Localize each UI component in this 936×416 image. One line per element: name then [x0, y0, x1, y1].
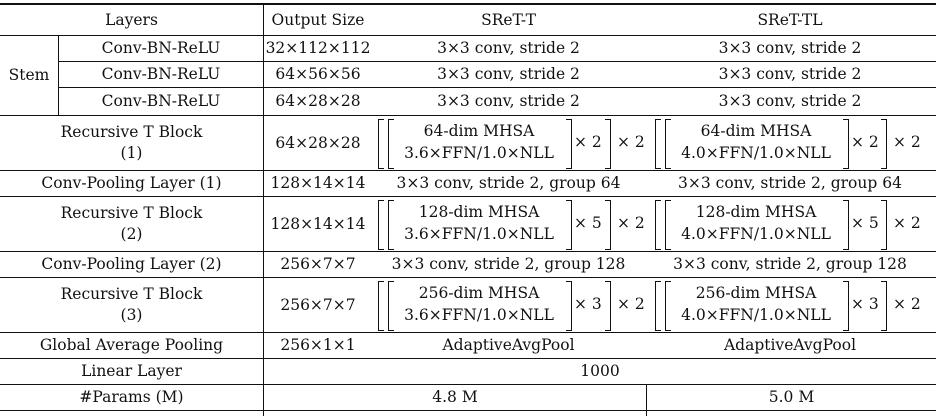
- pool-output: 128×14×14: [270, 174, 366, 193]
- outer-bracket-left: [378, 200, 384, 250]
- outer-bracket-left: [378, 281, 384, 331]
- block-name: Recursive T Block: [60, 204, 203, 223]
- inner-multiplier: × 3: [574, 295, 602, 313]
- stem-b: 3×3 conv, stride 2: [718, 92, 862, 111]
- pool-b: 3×3 conv, stride 2, group 64: [678, 174, 902, 193]
- outer-bracket-right: [881, 119, 887, 169]
- mhsa-spec: 128-dim MHSA: [418, 203, 540, 222]
- outer-multiplier: × 2: [893, 133, 921, 151]
- stem-layer: Conv-BN-ReLU: [101, 39, 221, 58]
- block-label: [0, 116, 263, 170]
- gap-a: AdaptiveAvgPool: [442, 336, 575, 355]
- pool-b: 3×3 conv, stride 2, group 128: [673, 255, 907, 274]
- ffn-spec: 4.0×FFN/1.0×NLL: [681, 225, 831, 243]
- outer-bracket-left: [655, 281, 661, 331]
- stem-b: 3×3 conv, stride 2: [718, 65, 862, 84]
- block-name: Recursive T Block: [60, 285, 203, 304]
- params-b: 5.0 M: [768, 388, 815, 407]
- block-output: 128×14×14: [270, 214, 366, 233]
- block-content: [670, 197, 842, 251]
- block-index: (2): [120, 225, 143, 243]
- block-output: 256×7×7: [280, 295, 356, 314]
- stem-b: 3×3 conv, stride 2: [718, 39, 862, 58]
- inner-multiplier: × 5: [851, 214, 879, 232]
- linear-layer: Linear Layer: [81, 362, 182, 381]
- mhsa-spec: 128-dim MHSA: [695, 203, 817, 222]
- stem-label: Stem: [8, 66, 50, 85]
- stem-output: 64×28×28: [275, 92, 361, 111]
- mhsa-spec: 256-dim MHSA: [418, 284, 540, 303]
- outer-bracket-left: [655, 119, 661, 169]
- inner-multiplier: × 5: [574, 214, 602, 232]
- ffn-spec: 4.0×FFN/1.0×NLL: [681, 144, 831, 162]
- outer-multiplier: × 2: [617, 214, 645, 232]
- pool-output: 256×7×7: [280, 255, 356, 274]
- header-output-size: Output Size: [271, 10, 365, 29]
- stem-output: 32×112×112: [265, 39, 371, 58]
- outer-bracket-right: [881, 200, 887, 250]
- inner-multiplier: × 2: [574, 133, 602, 151]
- outer-bracket-right: [881, 281, 887, 331]
- pool-layer: Conv-Pooling Layer (2): [41, 255, 222, 274]
- ffn-spec: 3.6×FFN/1.0×NLL: [404, 144, 554, 162]
- stem-output: 64×56×56: [275, 65, 361, 84]
- inner-bracket-right: [843, 281, 849, 331]
- inner-bracket-right: [566, 200, 572, 250]
- params-a: 4.8 M: [432, 388, 478, 407]
- stem-a: 3×3 conv, stride 2: [437, 39, 580, 58]
- ffn-spec: 3.6×FFN/1.0×NLL: [404, 306, 554, 324]
- outer-multiplier: × 2: [617, 295, 645, 313]
- ffn-spec: 3.6×FFN/1.0×NLL: [404, 225, 554, 243]
- row-rule: [0, 410, 936, 411]
- gap-output: 256×1×1: [280, 336, 356, 355]
- outer-multiplier: × 2: [617, 133, 645, 151]
- pool-layer: Conv-Pooling Layer (1): [41, 174, 222, 193]
- block-content: [670, 116, 842, 170]
- gap-layer: Global Average Pooling: [39, 336, 224, 355]
- outer-multiplier: × 2: [893, 295, 921, 313]
- block-label: [0, 197, 263, 251]
- pool-a: 3×3 conv, stride 2, group 64: [396, 174, 621, 193]
- header-model-a: SReT-T: [481, 10, 536, 29]
- inner-bracket-right: [566, 119, 572, 169]
- block-content: [394, 278, 564, 332]
- mhsa-spec: 256-dim MHSA: [695, 284, 817, 303]
- stem-layer: Conv-BN-ReLU: [101, 65, 221, 84]
- gap-b: AdaptiveAvgPool: [723, 336, 857, 355]
- block-content: [670, 278, 842, 332]
- inner-bracket-right: [843, 119, 849, 169]
- outer-multiplier: × 2: [893, 214, 921, 232]
- stem-a: 3×3 conv, stride 2: [437, 92, 580, 111]
- ffn-spec: 4.0×FFN/1.0×NLL: [681, 306, 831, 324]
- inner-multiplier: × 3: [851, 295, 879, 313]
- header-model-b: SReT-TL: [757, 10, 823, 29]
- header-layers: Layers: [105, 10, 158, 29]
- stem-a: 3×3 conv, stride 2: [437, 65, 580, 84]
- mhsa-spec: 64-dim MHSA: [700, 122, 812, 141]
- inner-multiplier: × 2: [851, 133, 879, 151]
- params-layer: #Params (M): [79, 388, 184, 407]
- block-index: (3): [120, 306, 143, 324]
- outer-bracket-left: [655, 200, 661, 250]
- outer-bracket-right: [605, 200, 611, 250]
- outer-bracket-right: [605, 119, 611, 169]
- block-name: Recursive T Block: [60, 123, 203, 142]
- block-content: [394, 116, 564, 170]
- inner-bracket-right: [566, 281, 572, 331]
- inner-bracket-right: [843, 200, 849, 250]
- linear-value: 1000: [580, 362, 620, 381]
- block-output: 64×28×28: [275, 133, 361, 152]
- outer-bracket-right: [605, 281, 611, 331]
- block-index: (1): [120, 144, 143, 162]
- pool-a: 3×3 conv, stride 2, group 128: [391, 255, 626, 274]
- outer-bracket-left: [378, 119, 384, 169]
- block-label: [0, 278, 263, 332]
- block-content: [394, 197, 564, 251]
- stem-layer: Conv-BN-ReLU: [101, 92, 221, 111]
- mhsa-spec: 64-dim MHSA: [423, 122, 535, 141]
